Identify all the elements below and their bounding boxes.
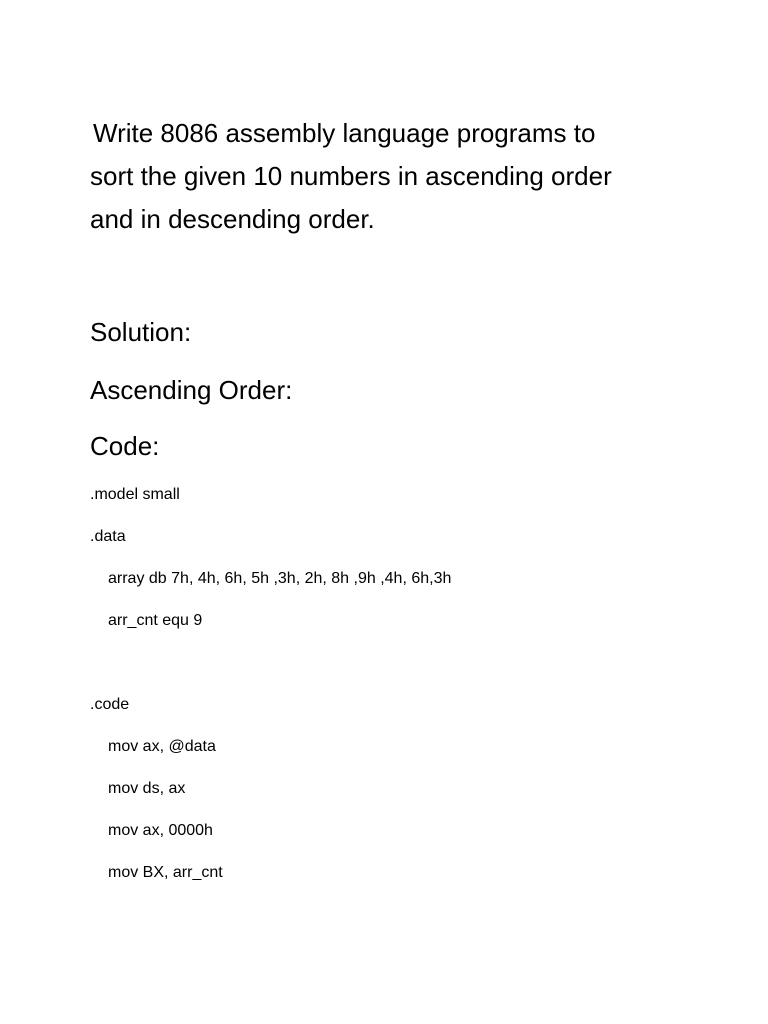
code-line-mov-ds-ax: mov ds, ax [108, 780, 186, 797]
code-line-mov-ax-zero: mov ax, 0000h [108, 822, 213, 839]
code-line-data-directive: .data [90, 528, 126, 545]
question-line-2: sort the given 10 numbers in ascending order [90, 161, 612, 191]
code-line-array: array db 7h, 4h, 6h, 5h ,3h, 2h, 8h ,9h ,4h, 6h,3h [108, 570, 452, 587]
code-line-arr-cnt: arr_cnt equ 9 [108, 612, 203, 629]
code-line-mov-bx: mov BX, arr_cnt [108, 864, 223, 881]
code-line-code-directive: .code [90, 696, 130, 713]
code-line-mov-ax-data: mov ax, @data [108, 738, 216, 755]
question-line-1: Write 8086 assembly language programs to [93, 118, 596, 148]
solution-heading: Solution: [90, 317, 192, 347]
question-line-3: and in descending order. [90, 204, 375, 234]
code-line-model: .model small [90, 486, 180, 503]
ascending-order-heading: Ascending Order: [90, 375, 293, 405]
question-text [90, 112, 730, 241]
code-heading: Code: [90, 431, 160, 461]
